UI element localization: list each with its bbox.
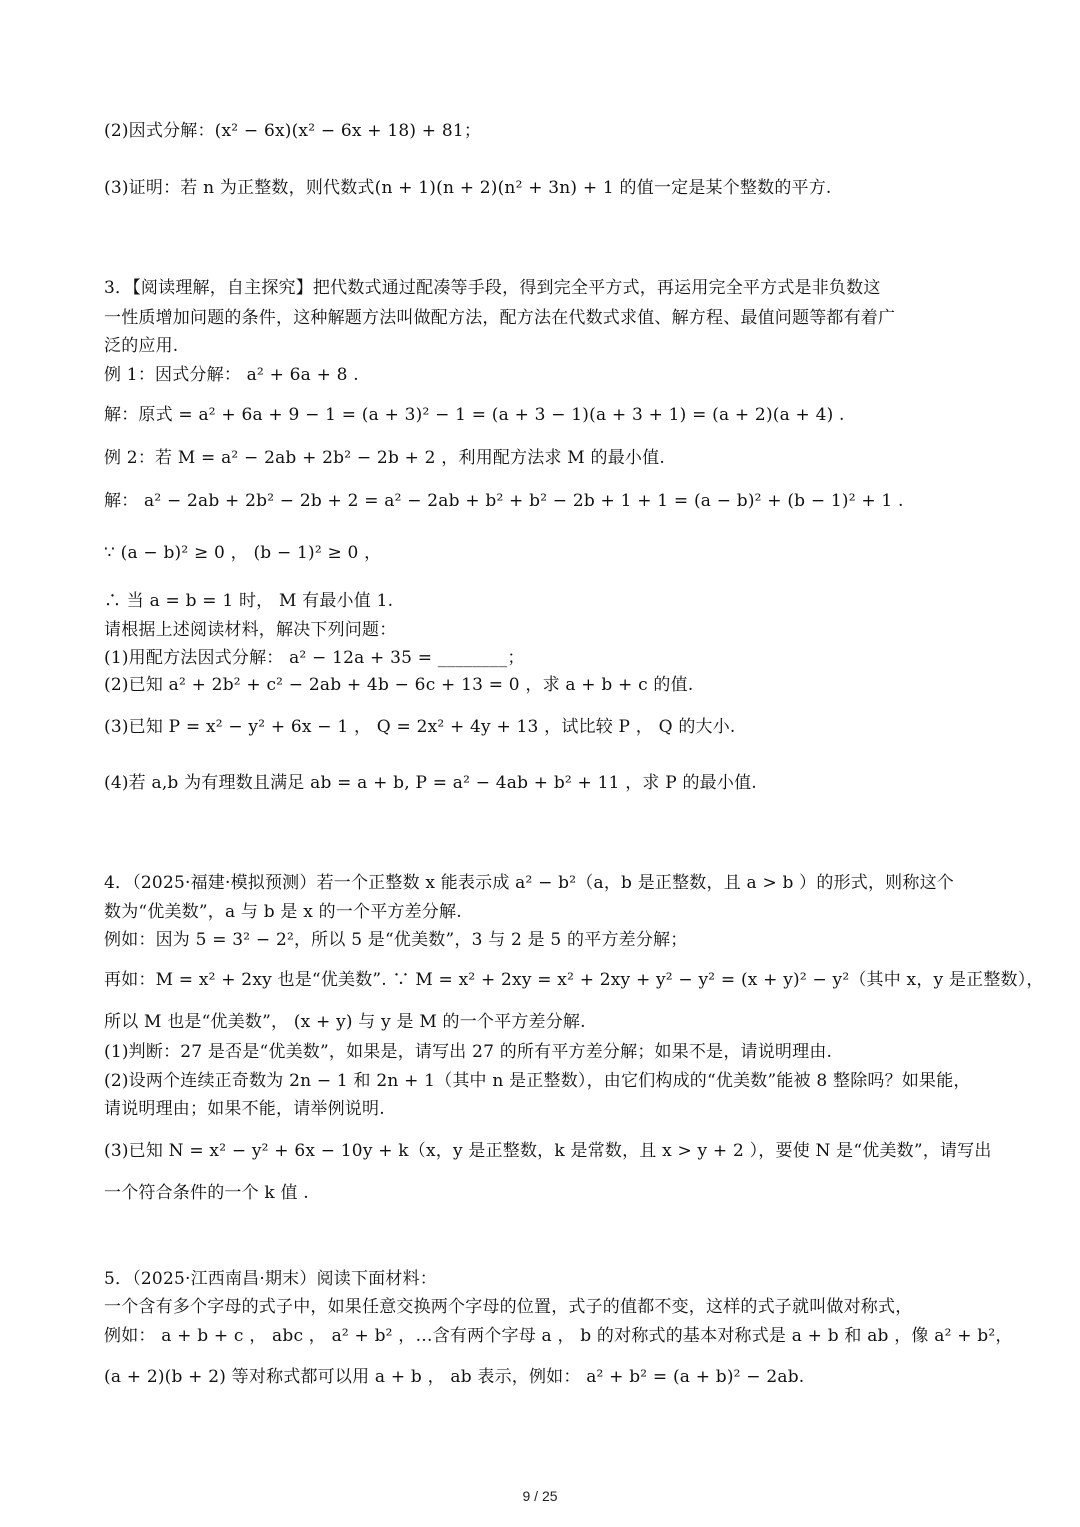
text-line: (3)已知 N = x² − y² + 6x − 10y + k（x，y 是正整数，k 是常数，且 x > y + 2 ），要使 N 是“优美数”，请写出	[104, 1141, 992, 1161]
text-line: 例如：因为 5 = 3² − 2²，所以 5 是“优美数”，3 与 2 是 5 的平方差分解；	[104, 930, 688, 950]
text-line: 例 2：若 M = a² − 2ab + 2b² − 2b + 2 ，利用配方法求 M 的最小值.	[104, 448, 665, 468]
text-line: 请根据上述阅读材料，解决下列问题：	[104, 620, 397, 640]
text-line: 例 1：因式分解： a² + 6a + 8 .	[104, 365, 359, 385]
text-line: (2)因式分解：(x² − 6x)(x² − 6x + 18) + 81；	[104, 121, 482, 141]
text-line: 数为“优美数”，a 与 b 是 x 的一个平方差分解.	[104, 902, 462, 922]
text-line: (3)证明：若 n 为正整数，则代数式(n + 1)(n + 2)(n² + 3n) + 1 的值一定是某个整数的平方.	[104, 178, 832, 198]
text-line: 5．（2025·江西南昌·期末）阅读下面材料：	[104, 1269, 437, 1289]
text-line: (3)已知 P = x² − y² + 6x − 1 ， Q = 2x² + 4y + 13 ，试比较 P ， Q 的大小.	[104, 717, 736, 737]
text-line: (4)若 a,b 为有理数且满足 ab = a + b, P = a² − 4ab + b² + 11 ，求 P 的最小值.	[104, 773, 757, 793]
text-line: (1)用配方法因式分解： a² − 12a + 35 = ________；	[104, 648, 525, 668]
text-line: 4．（2025·福建·模拟预测）若一个正整数 x 能表示成 a² − b²（a，b 是正整数，且 a > b ）的形式，则称这个	[104, 873, 954, 893]
text-line: (1)判断：27 是否是“优美数”，如果是，请写出 27 的所有平方差分解；如果不是，请说明理由.	[104, 1042, 833, 1062]
text-line: 泛的应用.	[104, 336, 179, 356]
text-line: 再如：M = x² + 2xy 也是“优美数”. ∵ M = x² + 2xy = x² + 2xy + y² − y² = (x + y)² − y²（其中 x，y 是正整数），	[104, 970, 1044, 990]
text-line: (2)设两个连续正奇数为 2n − 1 和 2n + 1（其中 n 是正整数），由它们构成的“优美数”能被 8 整除吗？如果能，	[104, 1071, 971, 1091]
text-line: 解： a² − 2ab + 2b² − 2b + 2 = a² − 2ab + b² + b² − 2b + 1 + 1 = (a − b)² + (b − 1)² + 1 .	[104, 491, 904, 511]
text-line: 请说明理由；如果不能，请举例说明.	[104, 1099, 385, 1119]
text-line: (2)已知 a² + 2b² + c² − 2ab + 4b − 6c + 13 = 0 ，求 a + b + c 的值.	[104, 675, 694, 695]
text-line: 一个符合条件的一个 k 值 .	[104, 1183, 309, 1203]
text-line: 所以 M 也是“优美数”， (x + y) 与 y 是 M 的一个平方差分解.	[104, 1012, 586, 1032]
text-line: 一个含有多个字母的式子中，如果任意交换两个字母的位置，式子的值都不变，这样的式子就叫做对称式，	[104, 1297, 913, 1317]
text-line: ∵ (a − b)² ≥ 0 ， (b − 1)² ≥ 0 ，	[104, 543, 382, 563]
page-number: 9 / 25	[522, 1488, 558, 1504]
text-line: (a + 2)(b + 2) 等对称式都可以用 a + b ， ab 表示，例如： a² + b² = (a + b)² − 2ab.	[104, 1367, 805, 1387]
text-line: 一性质增加问题的条件，这种解题方法叫做配方法，配方法在代数式求值、解方程、最值问题等都有着广	[104, 308, 896, 328]
text-line: 3．【阅读理解，自主探究】把代数式通过配凑等手段，得到完全平方式，再运用完全平方式是非负数这	[104, 278, 881, 298]
text-line: ∴ 当 a = b = 1 时， M 有最小值 1.	[104, 591, 394, 611]
text-line: 解：原式 = a² + 6a + 9 − 1 = (a + 3)² − 1 = (a + 3 − 1)(a + 3 + 1) = (a + 2)(a + 4) .	[104, 405, 845, 425]
text-line: 例如： a + b + c ， abc ， a² + b² ，…含有两个字母 a ， b 的对称式的基本对称式是 a + b 和 ab ，像 a² + b²，	[104, 1326, 1013, 1346]
